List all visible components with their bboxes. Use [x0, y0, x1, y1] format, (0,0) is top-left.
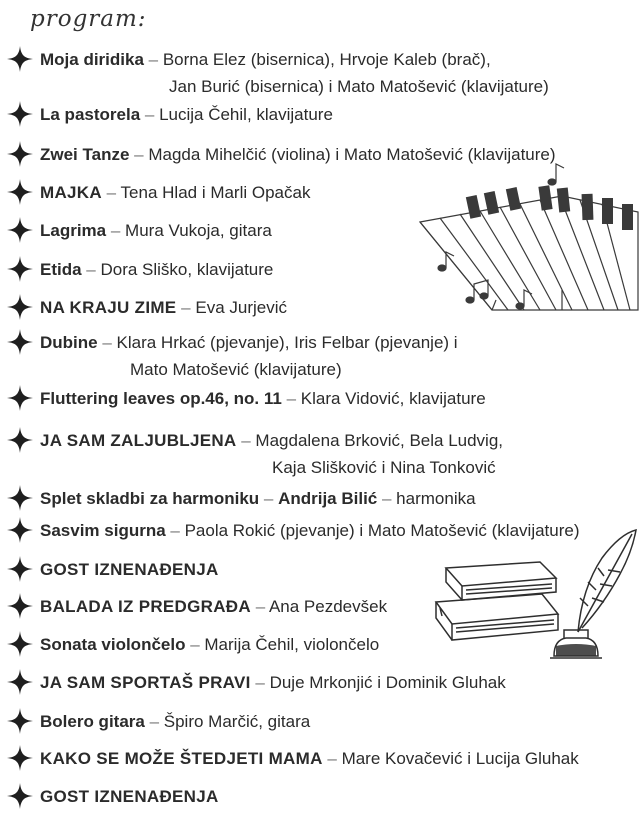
program-item-performers: Klara Vidović, klavijature — [300, 389, 486, 408]
dash: – — [281, 389, 301, 408]
dash: – — [377, 489, 397, 508]
program-item-line — [40, 257, 273, 282]
four-point-star-icon — [6, 668, 34, 696]
program-item-title: MAJKA — [40, 183, 102, 202]
program-item-performers: Magdalena Brković, Bela Ludvig, — [255, 431, 504, 450]
program-item-line — [40, 746, 579, 771]
program-heading: program: — [30, 6, 147, 32]
four-point-star-icon — [6, 744, 34, 772]
dash: – — [322, 749, 342, 768]
program-item-performers: Lucija Čehil, klavijature — [159, 105, 333, 124]
program-item-performers: Duje Mrkonjić i Dominik Gluhak — [269, 673, 506, 692]
program-item-performers-continued: Jan Burić (bisernica) i Mato Matošević (klavijature) — [169, 77, 549, 96]
program-item-performers: Mura Vukoja, gitara — [125, 221, 272, 240]
four-point-star-icon — [6, 384, 34, 412]
program-item-title: Splet skladbi za harmoniku — [40, 489, 260, 508]
dash: – — [250, 673, 270, 692]
program-item-title: Sasvim sigurna — [40, 521, 166, 540]
piano-illustration — [412, 160, 640, 320]
program-item-line — [40, 632, 379, 657]
program-item-title: Zwei Tanze — [40, 145, 130, 164]
dash: – — [101, 183, 121, 202]
program-item-performers: Ana Pezdevšek — [268, 597, 388, 616]
program-item-line — [40, 180, 310, 205]
four-point-star-icon — [6, 45, 34, 73]
program-item-performers: Paola Rokić (pjevanje) i Mato Matošević (klavijature) — [184, 521, 580, 540]
program-item-title: KAKO SE MOŽE ŠTEDJETI MAMA — [40, 749, 323, 768]
program-item-title: GOST IZNENAĐENJA — [40, 560, 219, 579]
four-point-star-icon — [6, 100, 34, 128]
program-item-title: Lagrima — [40, 221, 107, 240]
program-item-title: Sonata violončelo — [40, 635, 186, 654]
dash: – — [81, 260, 101, 279]
dash: – — [165, 521, 185, 540]
program-item-line — [40, 330, 458, 355]
program-item-line — [40, 428, 503, 453]
program-item-title: NA KRAJU ZIME — [40, 298, 177, 317]
program-item-performers: Klara Hrkać (pjevanje), Iris Felbar (pjevanje) i — [116, 333, 458, 352]
program-item-title: La pastorela — [40, 105, 141, 124]
four-point-star-icon — [6, 426, 34, 454]
program-item-title: Moja diridika — [40, 50, 144, 69]
program-item-performer-bold: Andrija Bilić — [278, 489, 378, 508]
program-item-performers: Marija Čehil, violončelo — [204, 635, 380, 654]
four-point-star-icon — [6, 707, 34, 735]
dash: – — [143, 50, 163, 69]
dash: – — [176, 298, 196, 317]
program-item-title: JA SAM SPORTAŠ PRAVI — [40, 673, 251, 692]
dash: – — [250, 597, 269, 616]
four-point-star-icon — [6, 555, 34, 583]
dash: – — [97, 333, 117, 352]
program-item-title: Bolero gitara — [40, 712, 145, 731]
program-item-line — [40, 557, 219, 582]
four-point-star-icon — [6, 782, 34, 810]
dash: – — [144, 712, 164, 731]
dash: – — [185, 635, 205, 654]
four-point-star-icon — [6, 255, 34, 283]
four-point-star-icon — [6, 516, 34, 544]
program-item-performers: Dora Sliško, klavijature — [100, 260, 274, 279]
four-point-star-icon — [6, 178, 34, 206]
program-item-title: JA SAM ZALJUBLJENA — [40, 431, 237, 450]
program-item-performers: Mare Kovačević i Lucija Gluhak — [341, 749, 579, 768]
four-point-star-icon — [6, 293, 34, 321]
program-item-line — [40, 670, 506, 695]
four-point-star-icon — [6, 328, 34, 356]
four-point-star-icon — [6, 592, 34, 620]
program-item-line — [40, 386, 486, 411]
program-item-title: Etida — [40, 260, 82, 279]
four-point-star-icon — [6, 484, 34, 512]
program-item-performers: harmonika — [396, 489, 476, 508]
dash: – — [236, 431, 256, 450]
dash: – — [140, 105, 160, 124]
four-point-star-icon — [6, 216, 34, 244]
dash: – — [129, 145, 149, 164]
program-item-line — [40, 47, 491, 72]
program-item-performers: Špiro Marčić, gitara — [163, 712, 311, 731]
program-item-performers: Tena Hlad i Marli Opačak — [120, 183, 311, 202]
books-and-quill-illustration — [432, 528, 640, 664]
four-point-star-icon — [6, 630, 34, 658]
program-item-performers-continued: Kaja Slišković i Nina Tonković — [272, 458, 496, 477]
dash: – — [106, 221, 126, 240]
program-item-line — [40, 784, 219, 809]
program-item-performers: Eva Jurjević — [195, 298, 287, 317]
program-item-title: GOST IZNENAĐENJA — [40, 787, 219, 806]
program-item-line — [40, 295, 287, 320]
program-item-line — [40, 594, 387, 619]
program-item-performers-continued: Mato Matošević (klavijature) — [130, 360, 342, 379]
program-item-line — [40, 102, 333, 127]
four-point-star-icon — [6, 140, 34, 168]
program-item-title: BALADA IZ PREDGRAĐA — [40, 597, 251, 616]
program-item-title: Dubine — [40, 333, 98, 352]
program-item-performers: Borna Elez (bisernica), Hrvoje Kaleb (brač), — [162, 50, 491, 69]
dash: – — [259, 489, 279, 508]
program-item-line — [40, 218, 272, 243]
program-item-line — [40, 709, 310, 734]
program-item-line — [40, 486, 476, 511]
program-item-title: Fluttering leaves op.46, no. 11 — [40, 389, 282, 408]
program-item-performers: Magda Mihelčić (violina) i Mato Matošević (klavijature) — [148, 145, 556, 164]
